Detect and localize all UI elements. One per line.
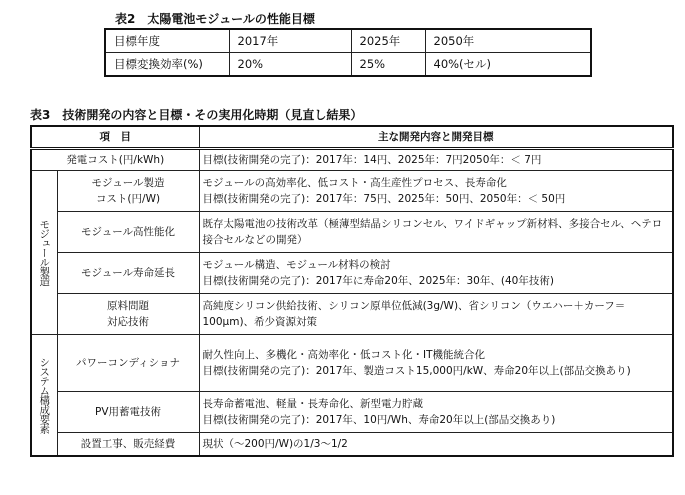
table-cell: 20% [229,53,351,77]
label-line: 原料問題 [107,300,149,312]
row-label [57,212,199,253]
table-row [31,294,673,335]
content-line: 高純度シリコン供給技術、シリコン原単位低減(3g/W)、省シリコン（ウエハー＋カーフ＝100μm)、希少資源対策 [202,300,626,328]
table-row [105,53,591,77]
technology-development-table [30,125,674,457]
label-line: モジュール高性能化 [80,226,176,238]
label-line: パワーコンディショナ [76,357,180,369]
row-content [199,171,673,212]
row-content: 目標(技術開発の完了)：2017年：14円、2025年：7円2050年：＜ 7円 [199,149,673,171]
row-label [57,335,199,392]
table-cell: 目標変換効率(%) [105,53,229,77]
table-cell: 2025年 [351,29,425,53]
row-label [57,294,199,335]
group-label: モジュール製造 [31,171,57,335]
row-content [199,335,673,392]
row-label [57,171,199,212]
label-line: PV用蓄電技術 [94,406,161,418]
table-cell: 40%(セル) [425,53,591,77]
content-line: モジュール構造、モジュール材料の検討 [202,259,391,271]
table-row [31,171,673,212]
row-label [57,433,199,457]
content-line: 目標(技術開発の完了)：2017年、10円/Wh、寿命20年以上(部品交換あり) [202,414,556,426]
header-item: 項 目 [31,126,199,149]
table-row [31,253,673,294]
label-line: モジュール寿命延長 [80,267,176,279]
row-content [199,433,673,457]
row-label [57,392,199,433]
label-line: 対応技術 [107,316,149,328]
table-row [31,212,673,253]
content-line: 目標(技術開発の完了)：2017年：75円、2025年：50円、2050年：＜ 50円 [202,193,566,205]
performance-target-table [104,28,592,77]
table-row [31,335,673,392]
content-line: 既存太陽電池の技術改革（極薄型結晶シリコンセル、ワイドギャップ新材料、多接合セル、ヘテロ接合セルなどの開発） [202,218,663,246]
table-row [31,433,673,457]
row-content [199,294,673,335]
content-line: 耐久性向上、多機化・高効率化・低コスト化・IT機能統合化 [202,349,486,361]
content-line: 目標(技術開発の完了)：2017年、製造コスト15,000円/kW、寿命20年以上(部品交換あり) [202,365,631,377]
table-cell: 2017年 [229,29,351,53]
row-label: 発電コスト(円/kWh) [31,149,199,171]
table2-caption: 表2 太陽電池モジュールの性能目標 [115,12,315,26]
row-content [199,212,673,253]
row-content [199,253,673,294]
label-line: 設置工事、販売経費 [80,438,176,450]
content-line: モジュールの高効率化、低コスト・高生産性プロセス、長寿命化 [202,177,507,189]
table-row [31,149,673,171]
label-line: モジュール製造 [91,177,165,189]
table-row [105,29,591,53]
row-label [57,253,199,294]
table-row [31,392,673,433]
row-content [199,392,673,433]
group-label: システム構成要素 [31,335,57,457]
table-cell: 25% [351,53,425,77]
table-cell: 2050年 [425,29,591,53]
label-line: コスト(円/W) [95,193,161,205]
content-line: 現状（～200円/W)の1/3～1/2 [202,438,348,450]
table3-caption: 表3 技術開発の内容と目標・その実用化時期（見直し結果） [30,108,363,122]
content-line: 長寿命蓄電池、軽量・長寿命化、新型電力貯蔵 [202,398,423,410]
header-content: 主な開発内容と開発目標 [199,126,673,149]
content-line: 目標(技術開発の完了)：2017年に寿命20年、2025年：30年、(40年技術) [202,275,554,287]
table-cell: 目標年度 [105,29,229,53]
table-header-row [31,126,673,149]
